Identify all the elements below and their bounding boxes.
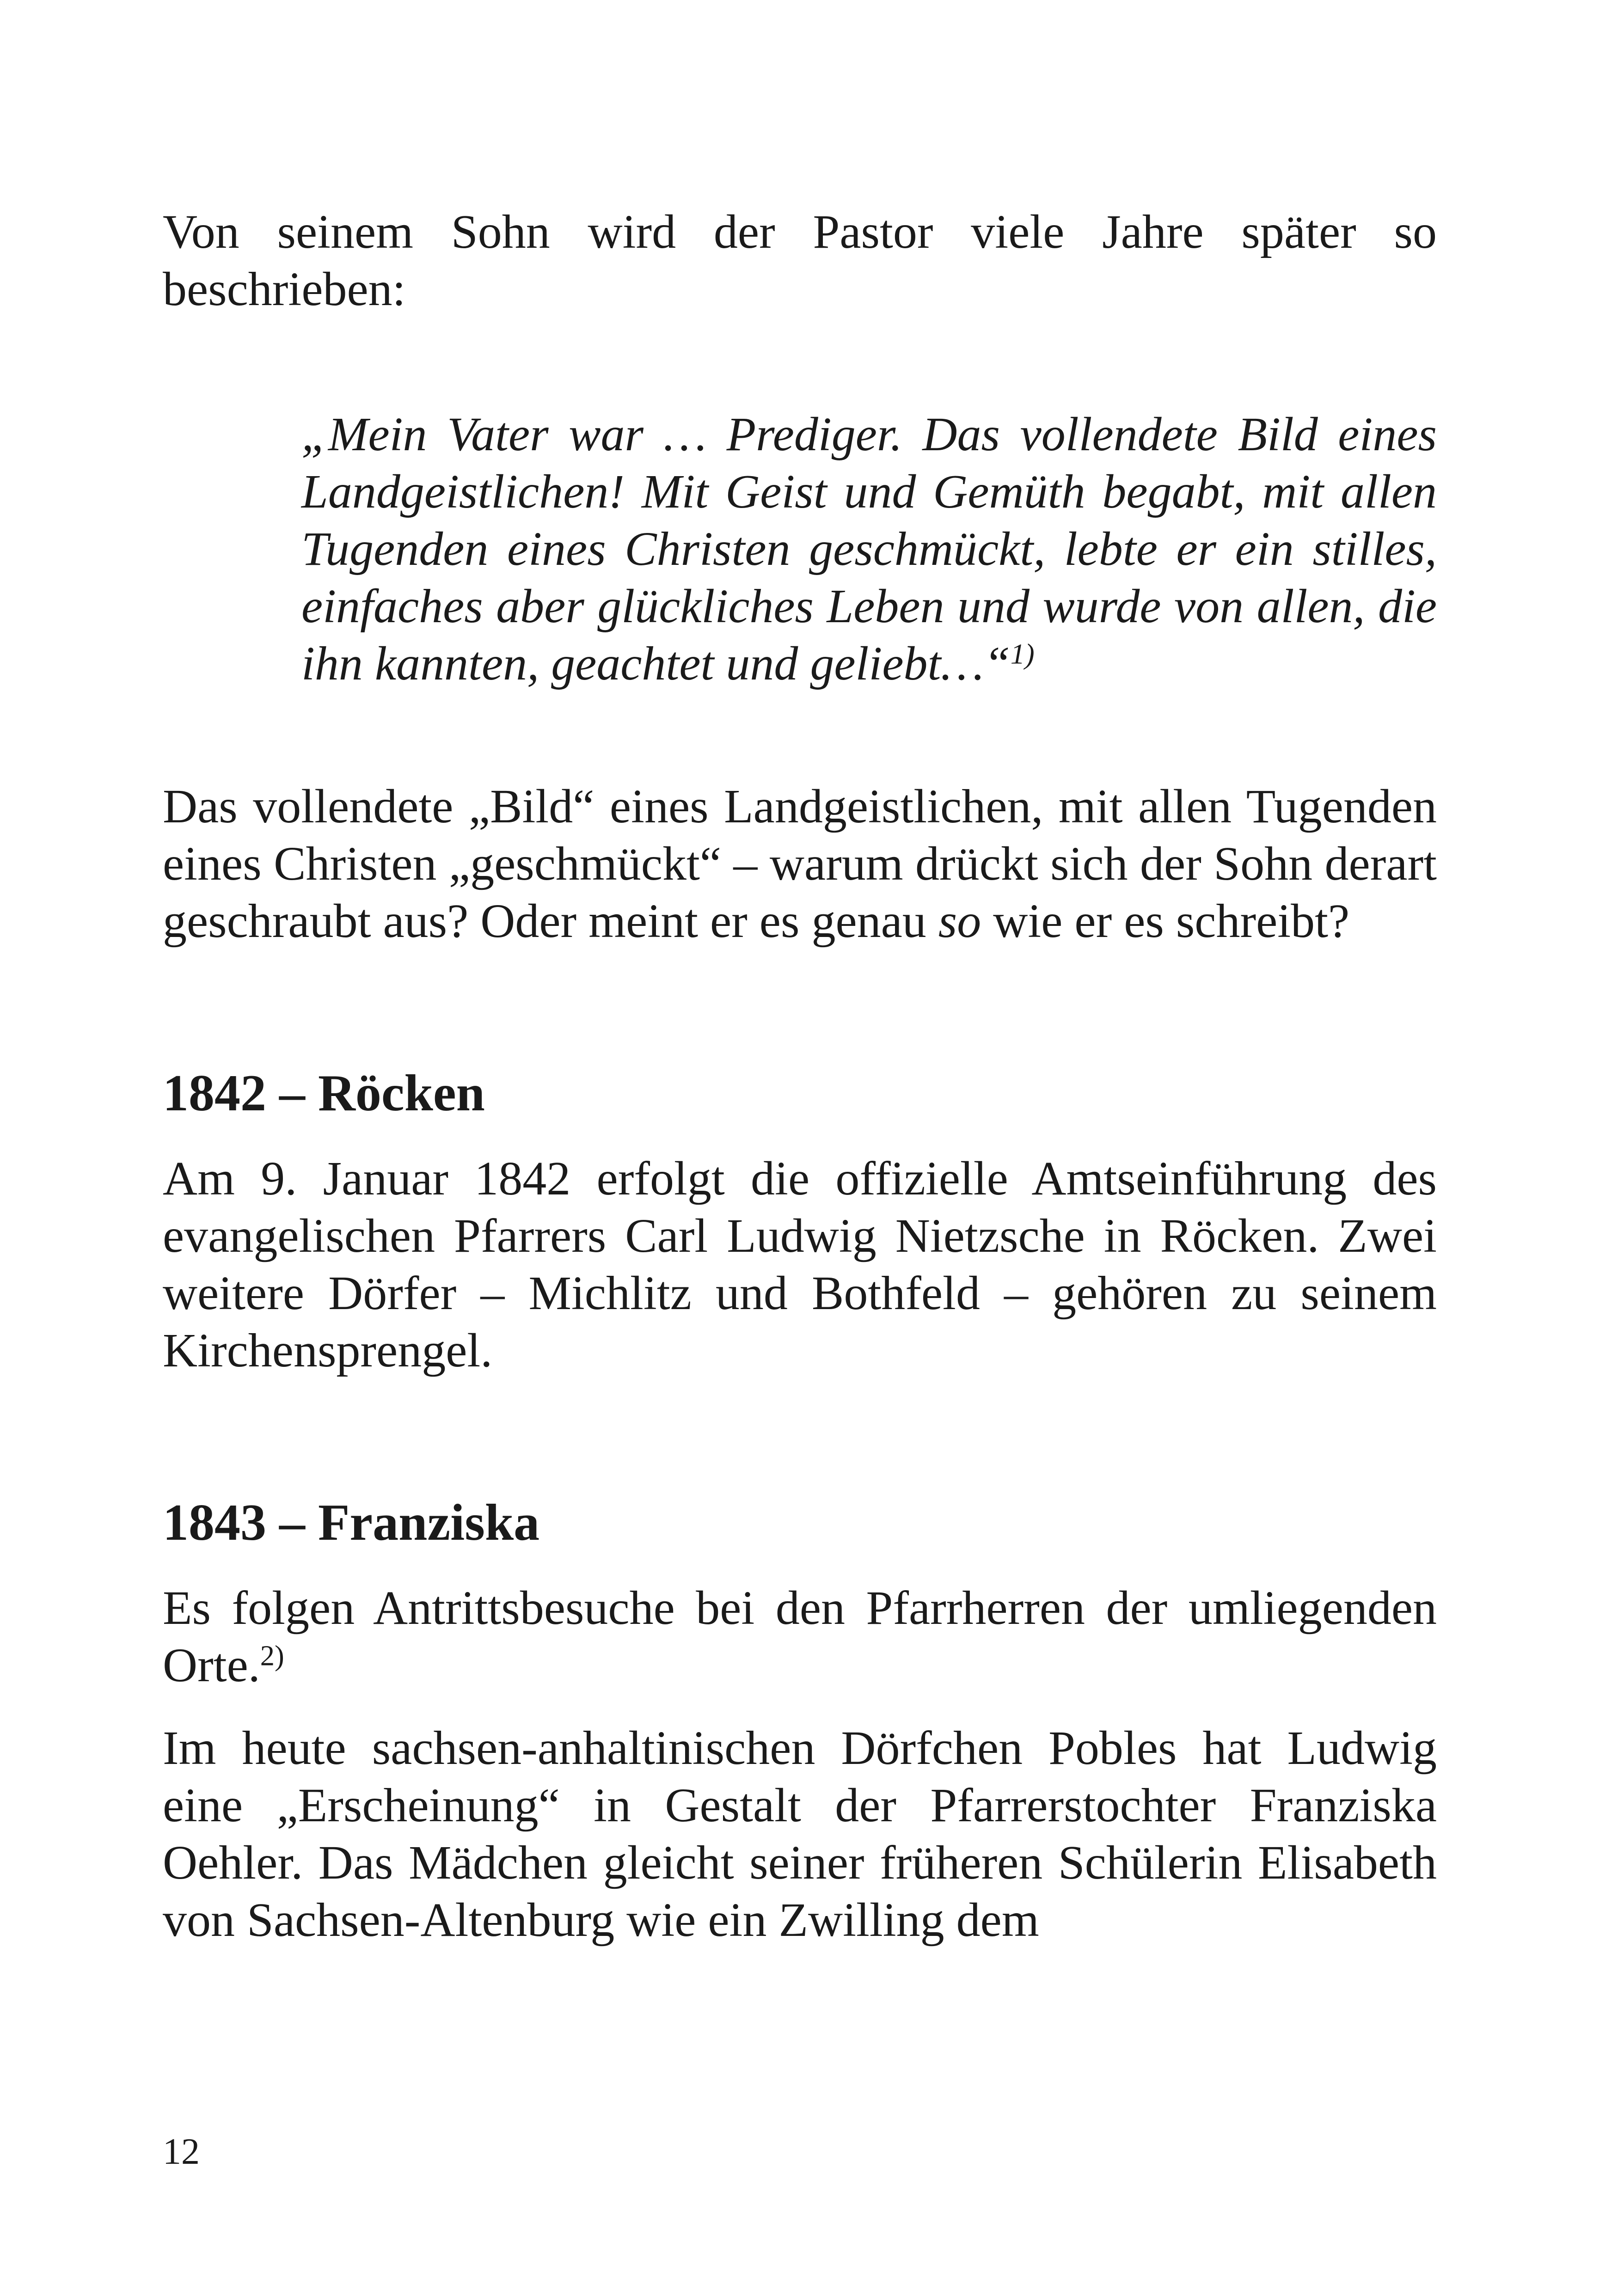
heading-spacer bbox=[163, 1123, 1437, 1150]
intro-paragraph: Von seinem Sohn wird der Pastor viele Jahre später so beschrieben: bbox=[163, 205, 1437, 316]
commentary-text-end: wie er es schreibt? bbox=[981, 894, 1350, 948]
page-content bbox=[163, 203, 1437, 1949]
section-paragraph-roecken: Am 9. Januar 1842 erfolgt die offizielle Amtseinführung des evangelischen Pfarrers Carl Ludwig Nietzsche in Röcken. Zwei weitere Dörfer – Michlitz und Bothfeld – gehören zu seinem Kirchensprengel. bbox=[163, 1152, 1437, 1377]
commentary-emphasis: so bbox=[938, 894, 981, 948]
commentary-paragraph bbox=[163, 778, 1437, 950]
page-number: 12 bbox=[163, 2131, 200, 2172]
footnote-marker-1: 1) bbox=[1010, 638, 1035, 670]
section-heading-roecken: 1842 – Röcken bbox=[163, 1065, 485, 1122]
visits-text: Es folgen Antrittsbesuche bei den Pfarrherren der umliegenden Orte. bbox=[163, 1581, 1437, 1692]
section-spacer bbox=[163, 1379, 1437, 1493]
block-quote bbox=[301, 406, 1437, 692]
quote-text: „Mein Vater war … Prediger. Das vollendete Bild eines Landgeistlichen! Mit Geist und Gemüth begabt, mit allen Tugenden eines Christen geschmückt, lebte er ein stilles, einfaches aber glückliches Leben und wurde von allen, die ihn kannten, geachtet und geliebt…“ bbox=[301, 408, 1437, 690]
section-heading-franziska: 1843 – Franziska bbox=[163, 1494, 540, 1551]
heading-spacer bbox=[163, 1553, 1437, 1580]
footnote-marker-2: 2) bbox=[260, 1640, 284, 1672]
paragraph-spacer bbox=[163, 1694, 1437, 1720]
section-paragraph-pobles: Im heute sachsen-anhaltinischen Dörfchen Pobles hat Ludwig eine „Erscheinung“ in Gestalt der Pfarrerstochter Franziska Oehler. Das Mädchen gleicht seiner früheren Schülerin Elisabeth von Sachsen-Altenburg wie ein Zwilling dem bbox=[163, 1721, 1437, 1947]
section-spacer bbox=[163, 950, 1437, 1063]
commentary-text-start: Das vollendete „Bild“ eines Landgeistlichen, mit allen Tugenden eines Christen „geschmückt“ – warum drückt sich der Sohn derart geschraubt aus? Oder meint er es genau bbox=[163, 780, 1437, 948]
section-paragraph-visits bbox=[163, 1580, 1437, 1694]
